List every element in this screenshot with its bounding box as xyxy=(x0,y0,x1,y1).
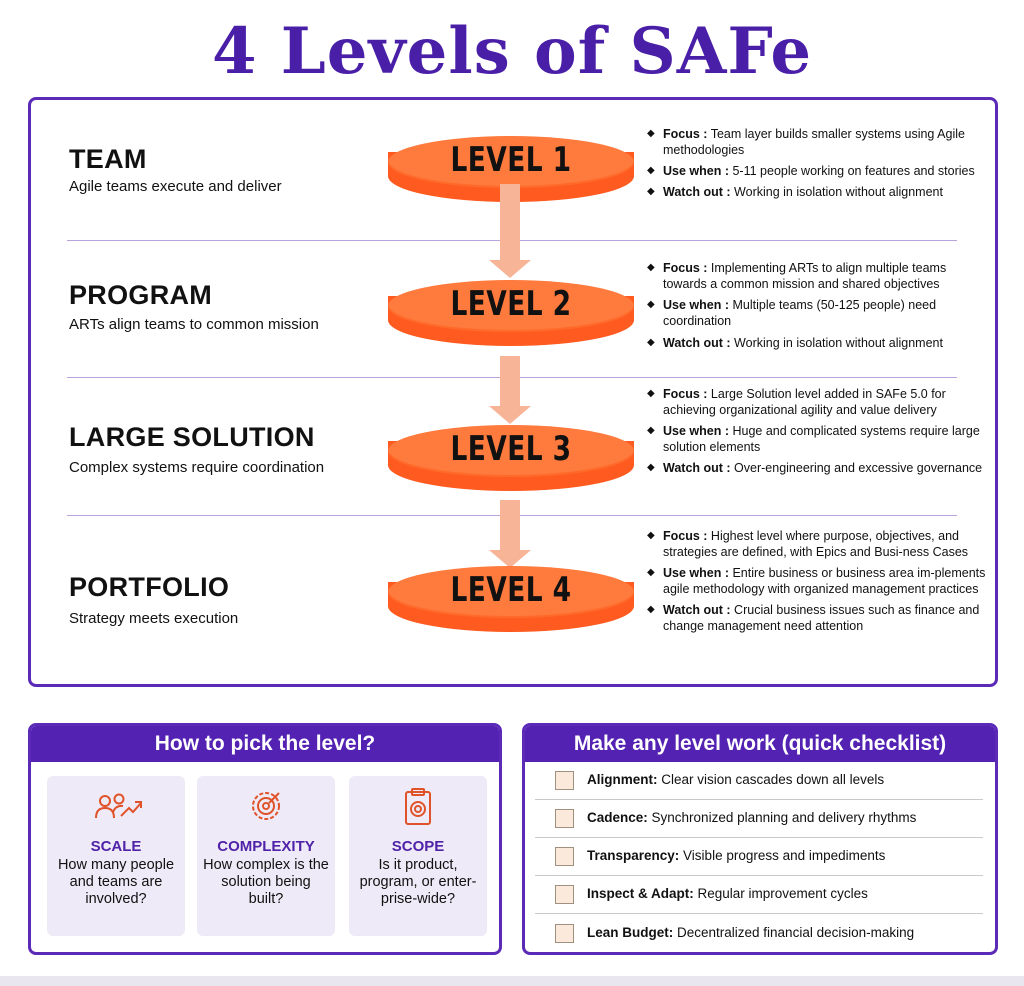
checklist-panel xyxy=(522,723,998,955)
level-2-disc xyxy=(388,280,634,358)
gear-target-icon xyxy=(197,788,335,828)
watch-out-item: ◆ Watch out : Over-engineering and excessive governance xyxy=(647,460,987,476)
pick-level-heading: How to pick the level? xyxy=(31,726,499,762)
scope-title: SCOPE xyxy=(391,838,445,855)
checklist-item: Transparency: Visible progress and impediments xyxy=(535,838,983,876)
focus-item: ◆ Focus : Large Solution level added in SAFe 5.0 for achieving organizational agility and value delivery xyxy=(647,386,987,418)
clipboard-target-icon xyxy=(349,788,487,828)
use-when-item: ◆ Use when : 5-11 people working on features and stories xyxy=(647,163,987,179)
focus-item: ◆ Focus : Team layer builds smaller systems using Agile methodologies xyxy=(647,126,987,158)
footer-strip xyxy=(0,976,1024,986)
level-desc-portfolio: Strategy meets execution xyxy=(69,610,239,627)
complexity-card xyxy=(197,776,335,936)
use-when-item: ◆ Use when : Huge and complicated systems require large solution elements xyxy=(647,423,987,455)
levels-panel xyxy=(28,97,998,687)
level-2-bullets xyxy=(647,260,987,356)
disc-label: LEVEL 1 xyxy=(450,140,572,180)
disc-label: LEVEL 2 xyxy=(450,284,572,324)
checkbox[interactable] xyxy=(555,924,574,943)
level-4-disc xyxy=(388,566,634,644)
complexity-title: COMPLEXITY xyxy=(217,838,315,855)
checkbox[interactable] xyxy=(555,847,574,866)
focus-item: ◆ Focus : Implementing ARTs to align multiple teams towards a common mission and shared objectives xyxy=(647,260,987,292)
focus-item: ◆ Focus : Highest level where purpose, objectives, and strategies are defined, with Epics and Busi-ness Cases xyxy=(647,528,987,560)
level-desc-team: Agile teams execute and deliver xyxy=(69,178,282,195)
level-desc-large-solution: Complex systems require coordination xyxy=(69,459,325,476)
watch-out-item: ◆ Watch out : Working in isolation without alignment xyxy=(647,184,987,200)
level-4-bullets xyxy=(647,528,987,639)
pick-level-panel xyxy=(28,723,502,955)
watch-out-item: ◆ Watch out : Working in isolation without alignment xyxy=(647,335,987,351)
scale-title: SCALE xyxy=(90,838,142,855)
level-name-large-solution: LARGE SOLUTION xyxy=(69,422,315,452)
scope-text: Is it product, program, or enter-prise-wide? xyxy=(359,857,477,907)
page-title: 4 Levels of SAFe xyxy=(211,14,813,89)
level-desc-program: ARTs align teams to common mission xyxy=(69,316,319,333)
complexity-text: How complex is the solution being built? xyxy=(203,857,329,907)
checklist-item: Cadence: Synchronized planning and delivery rhythms xyxy=(535,800,983,838)
checklist-item: Alignment: Clear vision cascades down all levels xyxy=(535,762,983,800)
checkbox[interactable] xyxy=(555,771,574,790)
scale-card xyxy=(47,776,185,936)
scope-card xyxy=(349,776,487,936)
level-3-bullets xyxy=(647,386,987,481)
people-growth-icon xyxy=(47,788,185,828)
disc-label: LEVEL 3 xyxy=(450,429,572,469)
use-when-item: ◆ Use when : Multiple teams (50-125 people) need coordination xyxy=(647,297,987,329)
checklist-item: Inspect & Adapt: Regular improvement cycles xyxy=(535,876,983,914)
level-3-disc xyxy=(388,425,634,503)
checklist-item: Lean Budget: Decentralized financial decision-making xyxy=(535,915,983,953)
level-name-portfolio: PORTFOLIO xyxy=(69,572,230,602)
scale-text: How many people and teams are involved? xyxy=(57,857,175,907)
checklist-heading: Make any level work (quick checklist) xyxy=(525,726,995,762)
disc-label: LEVEL 4 xyxy=(450,570,572,610)
watch-out-item: ◆ Watch out : Crucial business issues such as finance and change management need attention xyxy=(647,602,987,634)
level-name-program: PROGRAM xyxy=(69,280,213,310)
checkbox[interactable] xyxy=(555,809,574,828)
level-1-bullets xyxy=(647,126,987,205)
level-name-team: TEAM xyxy=(69,144,147,174)
use-when-item: ◆ Use when : Entire business or business area im-plements agile methodology with organized management practices xyxy=(647,565,987,597)
checkbox[interactable] xyxy=(555,885,574,904)
